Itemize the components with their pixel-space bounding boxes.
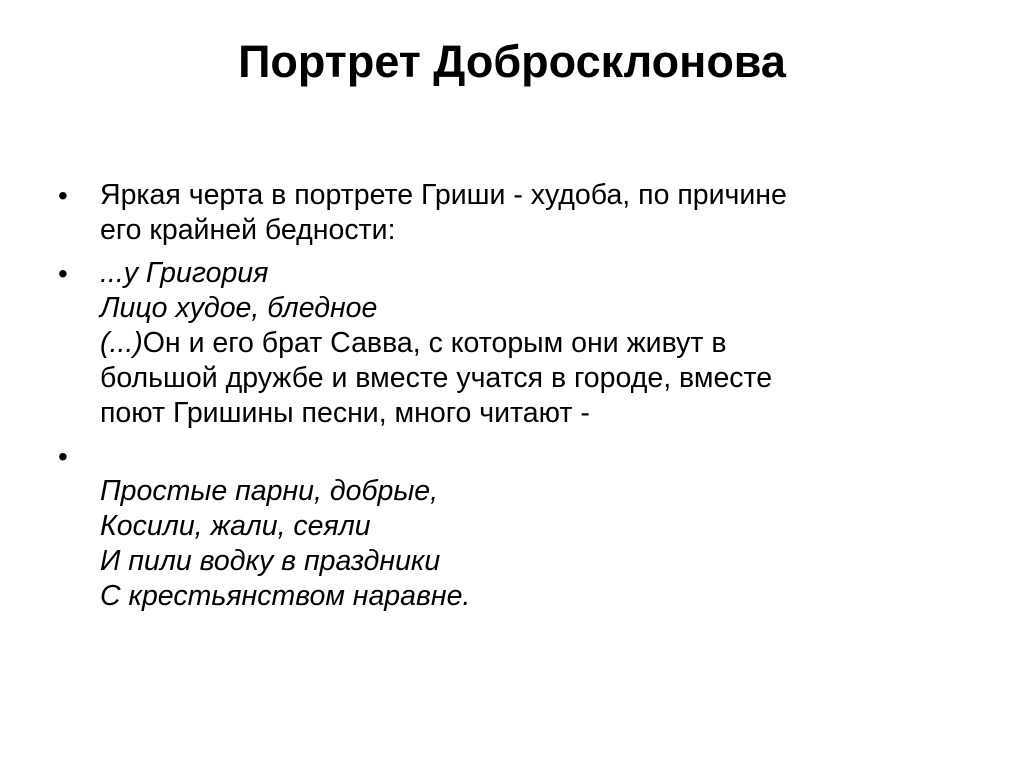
bullet-icon: • (58, 441, 68, 472)
bullet-icon: • (58, 180, 68, 211)
bullet-1-line-2: его крайней бедности: (100, 214, 396, 246)
bullet-item-1 (58, 178, 958, 248)
bullet-2-mixed-text: Он и его брат Савва, с которым они живут в (142, 327, 727, 359)
poem-line-1: Простые парни, добрые, (100, 475, 439, 507)
ellipsis-marker: (...) (100, 327, 143, 359)
bullet-item-3 (58, 439, 958, 614)
bullet-1-line-1: Яркая черта в портрете Гриши - худоба, по причине (100, 179, 787, 211)
bullet-2-quote-line-1: ...у Григория (100, 257, 269, 289)
slide-title: Портрет Добросклонова (238, 36, 786, 87)
bullet-list (58, 178, 958, 622)
bullet-2-mixed-line (100, 326, 958, 361)
bullet-item-2 (58, 256, 958, 431)
poem-line-2: Косили, жали, сеяли (100, 510, 371, 542)
bullet-icon: • (58, 258, 68, 289)
poem-line-3: И пили водку в праздники (100, 545, 441, 577)
bullet-2-line-5: поют Гришины песни, много читают - (100, 397, 590, 429)
bullet-2-line-4: большой дружбе и вместе учатся в городе, вместе (100, 362, 773, 394)
empty-line (100, 439, 958, 474)
bullet-2-quote-line-2: Лицо худое, бледное (100, 292, 378, 324)
poem-line-4: С крестьянством наравне. (100, 580, 471, 612)
